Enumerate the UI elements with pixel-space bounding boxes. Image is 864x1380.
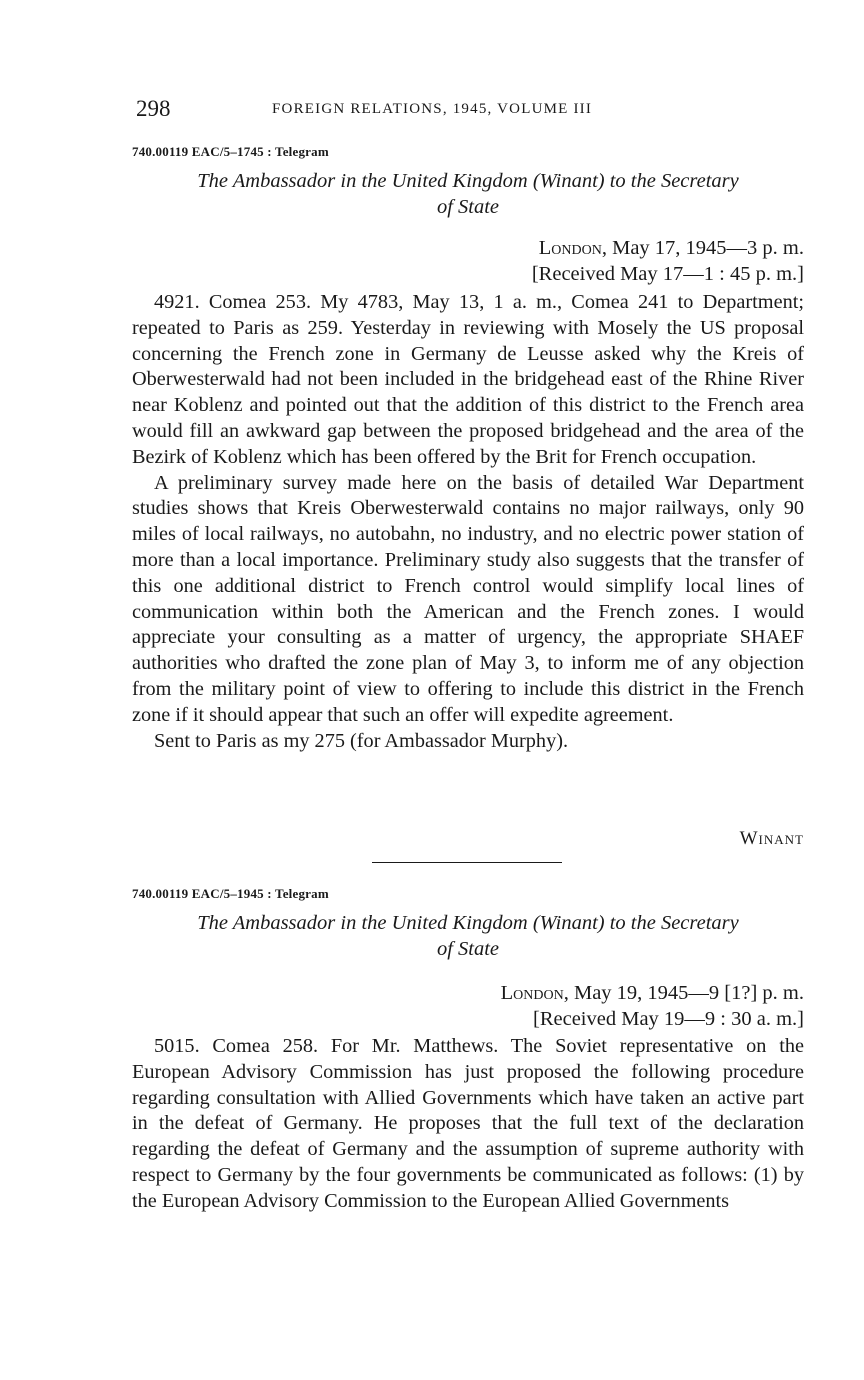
dateline	[532, 235, 804, 287]
dateline	[501, 980, 804, 1032]
dateline-place: London	[500, 982, 564, 1004]
body-paragraph: A preliminary survey made here on the basis of detailed War Department studies shows that Kreis Oberwesterwald contains no major railways, only 90 miles of local railways, no autobahn, no industry, and no electric power station of more than a local importance. Preliminary study also suggests that the transfer of this one additional district to French control would simplify local lines of communication within both the American and the French zones. I would appreciate your consulting as a matter of urgency, the appropriate SHAEF authorities who drafted the zone plan of May 3, to inform me of any objection from the military point of view to offering to include this district in the French zone if it should appear that such an offer will expedite agreement.	[132, 471, 804, 726]
body-paragraph: 5015. Comea 258. For Mr. Matthews. The Soviet representative on the European Advisory Commission has just proposed the following procedure regarding consultation with Allied Governments which have taken an active part in the defeat of Germany. He proposes that the full text of the declaration regarding the defeat of Germany and the assumption of supreme authority with respect to Germany by the four governments be communicated as follows: (1) by the European Advisory Commission to the European Allied Governments	[132, 1035, 804, 1212]
section-divider	[372, 862, 562, 863]
dateline-received: [Received May 19—9 : 30 a. m.]	[533, 1008, 804, 1030]
page-number: 298	[136, 96, 171, 121]
dateline-date: , May 19, 1945—9 [1?] p. m.	[563, 982, 804, 1004]
body-paragraph: Sent to Paris as my 275 (for Ambassador Murphy).	[154, 729, 569, 752]
document-title-line: of State	[436, 196, 500, 218]
running-head-title: FOREIGN RELATIONS, 1945, VOLUME III	[272, 101, 593, 117]
file-reference: 740.00119 EAC/5–1945 : Telegram	[132, 886, 329, 901]
document-title	[132, 910, 804, 962]
document-title-line: The Ambassador in the United Kingdom (Winant) to the Secretary	[197, 912, 739, 934]
document-title	[132, 168, 804, 220]
file-reference: 740.00119 EAC/5–1745 : Telegram	[132, 144, 329, 159]
dateline-received: [Received May 17—1 : 45 p. m.]	[531, 263, 804, 285]
body-paragraph: 4921. Comea 253. My 4783, May 13, 1 a. m., Comea 241 to Department; repeated to Paris as 259. Yesterday in reviewing with Mosely the US proposal concerning the French zone in Germany de Leusse asked why the Kreis of Oberwesterwald had not been included in the bridgehead east of the Rhine River near Koblenz and pointed out that the addition of this district to the French area would fill an awkward gap between the proposed bridgehead and the area of the Bezirk of Koblenz which has been offered by the Brit for French occupation.	[132, 291, 804, 468]
dateline-sent	[532, 235, 804, 261]
running-head	[132, 96, 804, 128]
dateline-date: , May 17, 1945—3 p. m.	[601, 237, 804, 259]
document-title-line: of State	[436, 938, 500, 960]
signature: Winant	[739, 828, 804, 849]
telegram-body	[132, 290, 804, 754]
document-title-line: The Ambassador in the United Kingdom (Winant) to the Secretary	[197, 170, 739, 192]
dateline-sent	[501, 980, 804, 1006]
telegram-body	[132, 1034, 804, 1215]
dateline-place: London	[538, 237, 602, 259]
